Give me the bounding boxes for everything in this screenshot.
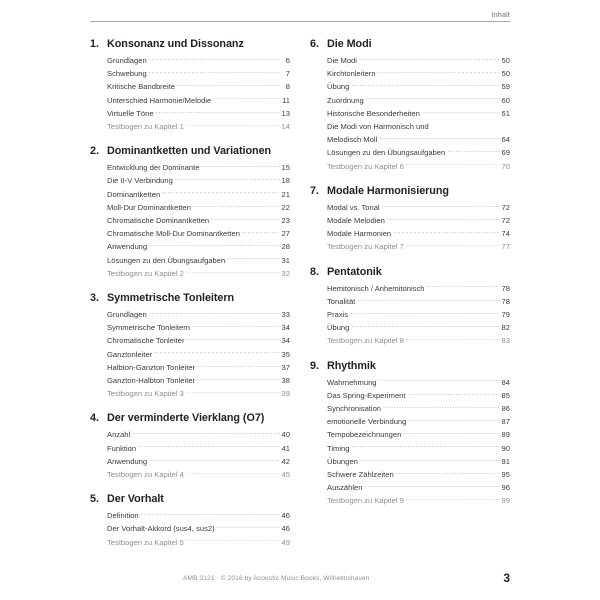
- toc-entry[interactable]: [107, 227, 290, 240]
- toc-dot-leader: [149, 240, 280, 249]
- toc-dot-leader: [379, 133, 500, 142]
- toc-entry-page-number: 50: [501, 69, 510, 79]
- toc-dot-leader: [149, 308, 280, 317]
- toc-entry[interactable]: [107, 240, 290, 253]
- chapter-entry-list: [310, 201, 510, 254]
- toc-entry[interactable]: [107, 442, 290, 455]
- toc-entry[interactable]: [327, 402, 510, 415]
- toc-dot-leader: [383, 402, 500, 411]
- toc-column: [90, 38, 290, 561]
- toc-entry[interactable]: [107, 254, 290, 267]
- toc-entry[interactable]: [327, 80, 510, 93]
- toc-entry-page-number: 78: [501, 283, 510, 293]
- toc-entry-page-number: 72: [501, 216, 510, 226]
- toc-entry[interactable]: [107, 267, 290, 280]
- toc-entry-page-number: 23: [281, 216, 290, 226]
- toc-dot-leader: [403, 428, 500, 437]
- toc-entry-page-number: 59: [501, 82, 510, 92]
- toc-dot-leader: [352, 442, 500, 451]
- toc-dot-leader: [359, 54, 500, 63]
- toc-entry-label: Schwere Zählzeiten: [327, 470, 394, 480]
- toc-entry-page-number: 34: [281, 323, 290, 333]
- toc-entry-page-number: 85: [501, 390, 510, 400]
- footer-imprint: AMB 3121 · © 2016 by Acoustic Music Books, Wilhelmshaven: [183, 575, 370, 582]
- toc-entry-page-number: 99: [501, 496, 510, 506]
- chapter-heading[interactable]: [310, 38, 510, 50]
- toc-entry-page-number: 78: [501, 296, 510, 306]
- toc-chapter: [90, 412, 290, 481]
- toc-dot-leader: [149, 67, 280, 76]
- toc-dot-leader: [177, 80, 280, 89]
- toc-entry-page-number: 8: [285, 82, 290, 92]
- toc-entry-label: Die Modi von Harmonisch und: [327, 122, 429, 132]
- toc-entry-page-number: 74: [501, 229, 510, 239]
- toc-entry-label: Testbogen zu Kapitel 7: [327, 242, 404, 252]
- toc-dot-leader: [447, 146, 500, 155]
- toc-entry-label: Übungen: [327, 456, 358, 466]
- toc-entry-page-number: 15: [281, 163, 290, 173]
- toc-entry-page-number: 42: [281, 456, 290, 466]
- toc-entry-page-number: 38: [281, 376, 290, 386]
- chapter-number: 6.: [310, 38, 320, 50]
- toc-entry[interactable]: [327, 160, 510, 173]
- chapter-title: Der Vorhalt: [107, 493, 164, 506]
- toc-dot-leader: [149, 54, 280, 63]
- toc-entry[interactable]: [107, 334, 290, 347]
- toc-dot-leader: [186, 120, 280, 129]
- toc-entry-page-number: 22: [281, 202, 290, 212]
- toc-dot-leader: [360, 455, 500, 464]
- chapter-entry-list: [90, 428, 290, 481]
- toc-entry-page-number: 46: [281, 524, 290, 534]
- toc-entry[interactable]: [327, 494, 510, 507]
- toc-dot-leader: [187, 334, 280, 343]
- toc-dot-leader: [408, 415, 500, 424]
- toc-entry-page-number: 45: [281, 470, 290, 480]
- chapter-heading[interactable]: [90, 38, 290, 50]
- toc-entry[interactable]: [107, 321, 290, 334]
- toc-entry-label: Das Spring-Experiment: [327, 390, 406, 400]
- toc-entry-label: Praxis: [327, 310, 349, 320]
- toc-entry[interactable]: [327, 201, 510, 214]
- toc-dot-leader: [351, 321, 500, 330]
- toc-entry-page-number: 82: [501, 323, 510, 333]
- footer-page-number: 3: [503, 571, 510, 585]
- toc-entry[interactable]: [107, 80, 290, 93]
- toc-entry-page-number: 32: [281, 268, 290, 278]
- toc-entry[interactable]: [107, 188, 290, 201]
- toc-entry-page-number: 14: [281, 122, 290, 132]
- toc-entry[interactable]: [107, 107, 290, 120]
- toc-chapter: [90, 38, 290, 133]
- toc-entry-page-number: 40: [281, 430, 290, 440]
- toc-entry-label: Kirchtonleitern: [327, 69, 376, 79]
- toc-dot-leader: [197, 361, 280, 370]
- toc-entry-page-number: 7: [285, 69, 290, 79]
- toc-entry[interactable]: [107, 201, 290, 214]
- chapter-heading[interactable]: [90, 145, 290, 157]
- chapter-number: 3.: [90, 292, 100, 305]
- toc-entry-page-number: 34: [281, 336, 290, 346]
- chapter-number: 8.: [310, 265, 320, 278]
- toc-entry-label: Virtuelle Töne: [107, 108, 154, 118]
- toc-entry[interactable]: [327, 389, 510, 402]
- toc-dot-leader: [350, 308, 500, 317]
- toc-chapter: [310, 38, 510, 173]
- toc-columns: [90, 38, 510, 561]
- toc-dot-leader: [393, 227, 500, 236]
- toc-entry[interactable]: [107, 374, 290, 387]
- toc-entry-label: Zuordnung: [327, 95, 364, 105]
- toc-entry-label: Schwebung: [107, 69, 147, 79]
- toc-dot-leader: [396, 468, 500, 477]
- toc-dot-leader: [379, 376, 500, 385]
- toc-entry[interactable]: [327, 455, 510, 468]
- toc-dot-leader: [192, 321, 280, 330]
- toc-dot-leader: [197, 374, 280, 383]
- toc-entry[interactable]: [327, 133, 510, 146]
- toc-entry-page-number: 64: [501, 135, 510, 145]
- toc-entry-page-number: 69: [501, 148, 510, 158]
- chapter-entry-list: [310, 54, 510, 173]
- chapter-title: Die Modi: [327, 38, 372, 50]
- toc-entry[interactable]: [327, 282, 510, 295]
- toc-entry-label: Ganztonleiter: [107, 349, 153, 359]
- toc-entry-label: Kritische Bandbreite: [107, 82, 175, 92]
- toc-entry[interactable]: [107, 455, 290, 468]
- toc-dot-leader: [154, 348, 280, 357]
- toc-entry[interactable]: [327, 54, 510, 67]
- toc-entry[interactable]: [107, 361, 290, 374]
- toc-entry-label: Chromatische Dominantketten: [107, 216, 210, 226]
- toc-entry-label: Anwendung: [107, 242, 148, 252]
- toc-entry-label: Die II-V Verbindung: [107, 176, 173, 186]
- toc-dot-leader: [156, 107, 280, 116]
- toc-entry-label: Anzahl: [107, 430, 131, 440]
- toc-entry-label: Wahrnehmung: [327, 377, 377, 387]
- toc-dot-leader: [242, 227, 280, 236]
- toc-entry-page-number: 89: [501, 430, 510, 440]
- toc-dot-leader: [162, 188, 280, 197]
- toc-entry-label: Modale Harmonien: [327, 229, 392, 239]
- running-head-label: Inhalt: [491, 10, 510, 19]
- toc-dot-leader: [406, 494, 500, 503]
- toc-entry-label: Modal vs. Tonal: [327, 202, 380, 212]
- toc-entry[interactable]: [107, 522, 290, 535]
- toc-entry-label: Testbogen zu Kapitel 4: [107, 470, 184, 480]
- toc-entry-label: Testbogen zu Kapitel 2: [107, 268, 184, 278]
- toc-chapter: [90, 292, 290, 400]
- toc-entry[interactable]: [327, 295, 510, 308]
- toc-entry-label: Tempobezeichnungen: [327, 430, 402, 440]
- toc-dot-leader: [366, 94, 500, 103]
- toc-entry-page-number: 60: [501, 95, 510, 105]
- toc-entry-label: Halbton-Ganzton Tonleiter: [107, 362, 196, 372]
- toc-dot-leader: [186, 387, 280, 396]
- toc-entry-page-number: 79: [501, 310, 510, 320]
- toc-entry-page-number: 35: [281, 349, 290, 359]
- running-head: [90, 10, 510, 24]
- toc-chapter: [310, 360, 510, 508]
- toc-entry[interactable]: [107, 387, 290, 400]
- toc-chapter: [90, 145, 290, 280]
- chapter-number: 5.: [90, 493, 100, 506]
- chapter-number: 7.: [310, 184, 320, 197]
- toc-dot-leader: [186, 536, 280, 545]
- chapter-heading[interactable]: [90, 412, 290, 424]
- toc-entry-label: Dominantketten: [107, 189, 161, 199]
- toc-entry-label: Tonalität: [327, 296, 356, 306]
- toc-entry-label: Entwicklung der Dominante: [107, 163, 200, 173]
- toc-entry-label: Funktion: [107, 443, 137, 453]
- toc-dot-leader: [364, 481, 500, 490]
- toc-entry-label: Hemitonisch / Anhemitonisch: [327, 283, 425, 293]
- chapter-heading[interactable]: [310, 185, 510, 197]
- toc-entry[interactable]: [107, 67, 290, 80]
- toc-chapter: [90, 493, 290, 549]
- toc-entry-page-number: 86: [501, 404, 510, 414]
- toc-entry-page-number: 13: [281, 108, 290, 118]
- toc-entry-label: Synchronisation: [327, 404, 382, 414]
- toc-entry-label: Testbogen zu Kapitel 6: [327, 161, 404, 171]
- toc-entry[interactable]: [327, 442, 510, 455]
- toc-entry[interactable]: [107, 54, 290, 67]
- toc-entry-page-number: 21: [281, 189, 290, 199]
- chapter-number: 4.: [90, 412, 100, 425]
- toc-entry-label: Testbogen zu Kapitel 9: [327, 496, 404, 506]
- toc-entry[interactable]: [327, 468, 510, 481]
- toc-entry-page-number: 6: [285, 56, 290, 65]
- chapter-heading[interactable]: [90, 292, 290, 304]
- toc-dot-leader: [211, 214, 280, 223]
- toc-entry-label: Historische Besonderheiten: [327, 108, 420, 118]
- chapter-number: 1.: [90, 38, 100, 50]
- toc-dot-leader: [427, 282, 501, 291]
- toc-entry-label: Die Modi: [327, 56, 357, 65]
- toc-entry-label: Testbogen zu Kapitel 1: [107, 122, 184, 132]
- toc-dot-leader: [193, 201, 280, 210]
- toc-entry-label: Melodisch Moll: [327, 135, 378, 145]
- chapter-heading[interactable]: [90, 493, 290, 505]
- toc-dot-leader: [406, 334, 500, 343]
- toc-dot-leader: [408, 389, 501, 398]
- toc-entry-label: Symmetrische Tonleitern: [107, 323, 191, 333]
- toc-entry[interactable]: [107, 308, 290, 321]
- toc-entry[interactable]: [327, 321, 510, 334]
- toc-chapter: [310, 266, 510, 348]
- toc-dot-leader: [357, 295, 500, 304]
- page-footer: [90, 573, 510, 589]
- running-head-rule: [90, 21, 510, 22]
- toc-entry[interactable]: [107, 161, 290, 174]
- toc-entry[interactable]: [327, 120, 510, 133]
- toc-dot-leader: [149, 455, 280, 464]
- toc-dot-leader: [138, 442, 280, 451]
- toc-dot-leader: [217, 522, 280, 531]
- toc-entry[interactable]: [107, 348, 290, 361]
- toc-entry[interactable]: [107, 509, 290, 522]
- toc-entry-page-number: 83: [501, 336, 510, 346]
- toc-entry[interactable]: [107, 120, 290, 133]
- chapter-entry-list: [310, 376, 510, 508]
- toc-dot-leader: [132, 428, 280, 437]
- toc-entry[interactable]: [327, 481, 510, 494]
- toc-dot-leader: [378, 67, 500, 76]
- toc-entry-label: Auszählen: [327, 483, 363, 493]
- toc-entry-label: Übung: [327, 82, 350, 92]
- toc-entry-page-number: 77: [501, 242, 510, 252]
- toc-entry-label: Grundlagen: [107, 310, 147, 320]
- toc-entry-label: Testbogen zu Kapitel 5: [107, 537, 184, 547]
- toc-dot-leader: [406, 160, 500, 169]
- toc-entry[interactable]: [107, 174, 290, 187]
- toc-entry[interactable]: [327, 334, 510, 347]
- toc-entry-page-number: 11: [282, 95, 290, 105]
- toc-dot-leader: [431, 120, 500, 129]
- toc-entry[interactable]: [107, 94, 290, 107]
- chapter-entry-list: [90, 161, 290, 280]
- chapter-entry-list: [310, 282, 510, 348]
- toc-entry-page-number: 96: [501, 483, 510, 493]
- toc-entry-label: Unterschied Harmonie/Melodie: [107, 95, 212, 105]
- toc-dot-leader: [406, 240, 500, 249]
- toc-entry-label: Testbogen zu Kapitel 8: [327, 336, 404, 346]
- toc-entry-page-number: 87: [501, 417, 510, 427]
- toc-entry-label: Testbogen zu Kapitel 3: [107, 389, 184, 399]
- chapter-title: Rhythmik: [327, 359, 376, 372]
- toc-entry-label: Übung: [327, 323, 350, 333]
- toc-dot-leader: [186, 267, 280, 276]
- chapter-title: Pentatonik: [327, 265, 382, 278]
- toc-entry-page-number: 70: [501, 161, 510, 171]
- toc-entry[interactable]: [327, 67, 510, 80]
- toc-entry[interactable]: [107, 214, 290, 227]
- chapter-title: Dominantketten und Variationen: [107, 145, 272, 158]
- toc-entry-page-number: 46: [281, 511, 290, 521]
- toc-entry-label: Der Vorhalt-Akkord (sus4, sus2): [107, 524, 215, 534]
- toc-entry-page-number: 91: [501, 456, 510, 466]
- toc-entry-page-number: 27: [281, 229, 290, 239]
- toc-entry[interactable]: [327, 227, 510, 240]
- toc-dot-leader: [201, 161, 280, 170]
- toc-dot-leader: [387, 214, 500, 223]
- toc-entry-label: Definition: [107, 511, 139, 521]
- chapter-entry-list: [90, 54, 290, 133]
- toc-entry-page-number: 28: [281, 242, 290, 252]
- toc-entry-label: Modale Melodien: [327, 216, 385, 226]
- toc-entry-page-number: 61: [501, 108, 510, 118]
- toc-column: [310, 38, 510, 561]
- toc-entry-page-number: 50: [501, 56, 510, 65]
- toc-entry[interactable]: [327, 94, 510, 107]
- toc-dot-leader: [227, 254, 280, 263]
- chapter-entry-list: [90, 509, 290, 549]
- toc-entry-label: Timing: [327, 443, 350, 453]
- chapter-number: 2.: [90, 145, 100, 158]
- toc-entry[interactable]: [327, 107, 510, 120]
- toc-entry-label: Anwendung: [107, 456, 148, 466]
- toc-entry-page-number: 72: [501, 202, 510, 212]
- toc-dot-leader: [422, 107, 500, 116]
- toc-entry-page-number: 49: [281, 537, 290, 547]
- toc-entry-label: Grundlagen: [107, 56, 147, 65]
- chapter-heading[interactable]: [310, 266, 510, 278]
- toc-entry[interactable]: [107, 428, 290, 441]
- toc-entry[interactable]: [327, 376, 510, 389]
- toc-dot-leader: [382, 201, 500, 210]
- toc-entry[interactable]: [107, 468, 290, 481]
- toc-chapter: [310, 185, 510, 254]
- toc-dot-leader: [213, 94, 280, 103]
- toc-entry[interactable]: [327, 428, 510, 441]
- toc-entry[interactable]: [327, 146, 510, 159]
- toc-entry[interactable]: [327, 214, 510, 227]
- toc-entry-page-number: 41: [281, 443, 290, 453]
- toc-entry-page-number: 39: [281, 389, 290, 399]
- toc-entry-page-number: 95: [501, 470, 510, 480]
- toc-entry-page-number: 33: [281, 310, 290, 320]
- chapter-entry-list: [90, 308, 290, 400]
- chapter-number: 9.: [310, 359, 320, 372]
- toc-entry-page-number: 90: [501, 443, 510, 453]
- toc-entry[interactable]: [107, 536, 290, 549]
- toc-entry[interactable]: [327, 308, 510, 321]
- chapter-title: Modale Harmonisierung: [327, 184, 449, 197]
- toc-entry-label: emotionelle Verbindung: [327, 417, 407, 427]
- toc-entry[interactable]: [327, 240, 510, 253]
- toc-entry-label: Ganzton-Halbton Tonleiter: [107, 376, 196, 386]
- chapter-heading[interactable]: [310, 360, 510, 372]
- toc-entry-page-number: 84: [501, 377, 510, 387]
- toc-entry-label: Lösungen zu den Übungsaufgaben: [107, 255, 226, 265]
- toc-entry-label: Moll-Dur Dominantketten: [107, 202, 191, 212]
- toc-dot-leader: [186, 468, 280, 477]
- chapter-title: Der verminderte Vierklang (O7): [107, 412, 265, 425]
- chapter-title: Symmetrische Tonleitern: [107, 292, 235, 305]
- toc-entry[interactable]: [327, 415, 510, 428]
- toc-dot-leader: [351, 80, 500, 89]
- chapter-title: Konsonanz und Dissonanz: [107, 38, 244, 50]
- toc-entry-label: Lösungen zu den Übungsaufgaben: [327, 148, 446, 158]
- toc-entry-page-number: 18: [281, 176, 290, 186]
- toc-dot-leader: [141, 509, 280, 518]
- toc-entry-page-number: 31: [281, 255, 290, 265]
- toc-entry-label: Chromatische Moll-Dur Dominantketten: [107, 229, 240, 239]
- toc-entry-label: Chromatische Tonleiter: [107, 336, 185, 346]
- toc-entry-page-number: 37: [281, 362, 290, 372]
- toc-dot-leader: [175, 174, 280, 183]
